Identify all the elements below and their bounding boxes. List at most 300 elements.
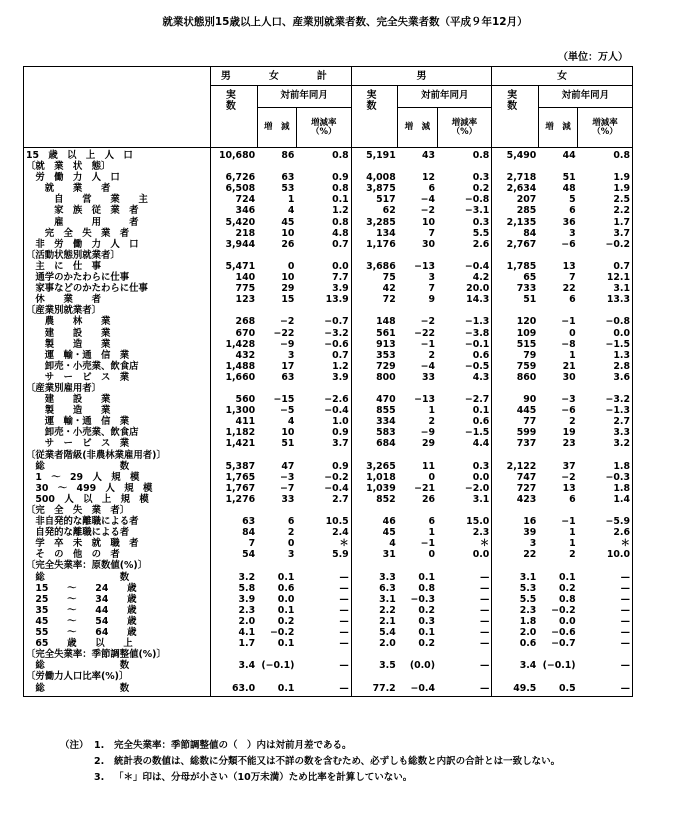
- value-cell: [211, 383, 258, 394]
- table-row: [24, 272, 633, 283]
- row-label: 農 林 業: [24, 316, 211, 327]
- value-cell: 4: [351, 538, 398, 549]
- value-cell: 20.0: [437, 283, 492, 294]
- value-cell: 77: [492, 416, 539, 427]
- value-cell: 5.8: [211, 583, 258, 594]
- value-cell: [398, 649, 437, 660]
- value-cell: 0.9: [296, 172, 351, 183]
- value-cell: −2: [280, 316, 295, 328]
- value-cell: 3,285: [351, 217, 398, 228]
- value-cell: 6,508: [211, 183, 258, 194]
- value-cell: 148: [351, 316, 398, 327]
- value-cell: [257, 649, 296, 660]
- value-cell: [578, 560, 633, 571]
- value-cell: 75: [351, 272, 398, 283]
- value-cell: 0: [287, 260, 295, 272]
- value-cell: 10.0: [578, 549, 633, 560]
- value-cell: −9: [280, 338, 295, 350]
- value-cell: —: [296, 594, 351, 605]
- value-cell: 23: [562, 438, 576, 450]
- value-cell: 0.9: [296, 461, 351, 472]
- value-cell: 0: [287, 538, 295, 550]
- value-cell: 0.9: [296, 427, 351, 438]
- value-cell: [211, 560, 258, 571]
- row-label: 〔従業者階級(非農林業雇用者)〕: [24, 450, 211, 461]
- value-cell: [211, 450, 258, 461]
- table-row: [24, 627, 633, 638]
- value-cell: 1.9: [578, 172, 633, 183]
- value-cell: −3: [561, 394, 576, 406]
- value-cell: 411: [211, 416, 258, 427]
- row-label: 労 働 力 人 口: [24, 172, 211, 183]
- value-cell: [296, 560, 351, 571]
- footnote-k: [60, 770, 94, 786]
- value-cell: [257, 161, 296, 172]
- value-cell: 84: [492, 228, 539, 239]
- value-cell: 1.3: [578, 350, 633, 361]
- value-cell: 3: [287, 549, 295, 561]
- row-label: 就 業 者: [24, 183, 211, 194]
- row-label: 自発的な離職による者: [24, 527, 211, 538]
- row-label: 学 卒 未 就 職 者: [24, 538, 211, 549]
- value-cell: 5.3: [492, 583, 539, 594]
- value-cell: 860: [492, 372, 539, 383]
- value-cell: 7: [428, 283, 435, 295]
- value-cell: [351, 671, 398, 682]
- value-cell: [351, 250, 398, 261]
- value-cell: —: [296, 572, 351, 583]
- value-cell: 13.9: [296, 294, 351, 305]
- row-label: 〔完全失業率：原数値(%)〕: [24, 560, 211, 571]
- value-cell: 2,767: [492, 239, 539, 250]
- row-label: サ ー ビ ス 業: [24, 438, 211, 449]
- value-cell: 583: [351, 427, 398, 438]
- value-cell: 51: [492, 294, 539, 305]
- value-cell: 90: [492, 394, 539, 405]
- value-cell: [351, 383, 398, 394]
- value-cell: 1,488: [211, 361, 258, 372]
- table-row: [24, 416, 633, 427]
- value-cell: 0.1: [277, 604, 295, 616]
- value-cell: 3.1: [578, 283, 633, 294]
- value-cell: 19: [562, 427, 576, 439]
- value-cell: [211, 161, 258, 172]
- value-cell: 7: [569, 272, 576, 284]
- table-title: 就業状態別15歳以上人口、産業別就業者数、完全失業者数（平成９年12月）: [162, 16, 528, 28]
- value-cell: 0.1: [559, 571, 576, 583]
- value-cell: 432: [211, 350, 258, 361]
- value-cell: 5.5: [492, 594, 539, 605]
- table-row: [24, 549, 633, 560]
- value-cell: 4.3: [437, 372, 492, 383]
- table-row: [24, 616, 633, 627]
- table-row: [24, 638, 633, 649]
- header-actual-male: 実 数: [351, 86, 398, 148]
- value-cell: 4.1: [211, 627, 258, 638]
- value-cell: 22: [492, 549, 539, 560]
- value-cell: —: [437, 638, 492, 649]
- value-cell: [351, 450, 398, 461]
- row-label: 500 人 以 上 規 模: [24, 494, 211, 505]
- row-label: 総 数: [24, 660, 211, 671]
- value-cell: [437, 450, 492, 461]
- value-cell: 45: [351, 527, 398, 538]
- table-row: [24, 538, 633, 549]
- footnote-i: 1.: [94, 740, 105, 751]
- value-cell: 724: [211, 194, 258, 205]
- value-cell: 1.8: [492, 616, 539, 627]
- value-cell: [492, 649, 539, 660]
- value-cell: 5.9: [296, 549, 351, 560]
- value-cell: —: [296, 638, 351, 649]
- footnote: [60, 754, 560, 770]
- row-label: 〔労働力人口比率(%)〕: [24, 671, 211, 682]
- value-cell: 207: [492, 194, 539, 205]
- header-change-total: 増 減: [257, 108, 296, 148]
- value-cell: —: [296, 660, 351, 671]
- value-cell: 1.7: [211, 638, 258, 649]
- value-cell: 0.3: [437, 172, 492, 183]
- row-label: 非 労 働 力 人 口: [24, 239, 211, 250]
- value-cell: 3.6: [578, 372, 633, 383]
- value-cell: —: [296, 583, 351, 594]
- value-cell: 599: [492, 427, 539, 438]
- value-cell: 3: [569, 227, 576, 239]
- table-row: [24, 283, 633, 294]
- value-cell: 2.4: [296, 527, 351, 538]
- value-cell: 2.2: [578, 205, 633, 216]
- value-cell: 5: [569, 194, 576, 206]
- value-cell: −2.6: [296, 394, 351, 405]
- value-cell: [578, 383, 633, 394]
- value-cell: −3.8: [437, 328, 492, 339]
- row-label: 製 造 業: [24, 405, 211, 416]
- value-cell: —: [437, 594, 492, 605]
- value-cell: 31: [351, 549, 398, 560]
- value-cell: 6: [569, 294, 576, 306]
- value-cell: −3: [280, 471, 295, 483]
- table-row: [24, 372, 633, 383]
- value-cell: 5,191: [351, 148, 398, 162]
- value-cell: 0.7: [296, 239, 351, 250]
- value-cell: 1.8: [578, 461, 633, 472]
- table-row: [24, 261, 633, 272]
- value-cell: −3.2: [578, 394, 633, 405]
- row-label: 25 〜 34 歳: [24, 594, 211, 605]
- value-cell: 33: [281, 493, 295, 505]
- value-cell: 3,944: [211, 239, 258, 250]
- value-cell: 0.2: [277, 615, 295, 627]
- value-cell: [296, 649, 351, 660]
- table-row: [24, 450, 633, 461]
- value-cell: [398, 250, 437, 261]
- value-cell: −0.6: [551, 627, 576, 639]
- value-cell: 2,718: [492, 172, 539, 183]
- header-label-cell: [24, 67, 211, 148]
- value-cell: 36: [562, 216, 576, 228]
- value-cell: 0.6: [492, 638, 539, 649]
- value-cell: 1,767: [211, 483, 258, 494]
- table-row: [24, 361, 633, 372]
- value-cell: 2,135: [492, 217, 539, 228]
- value-cell: [257, 450, 296, 461]
- value-cell: [398, 505, 437, 516]
- value-cell: [257, 305, 296, 316]
- value-cell: —: [437, 605, 492, 616]
- value-cell: −1: [420, 538, 435, 550]
- value-cell: 0.0: [437, 472, 492, 483]
- row-label: 通学のかたわらに仕事: [24, 272, 211, 283]
- header-group-total: 男 女 計: [211, 67, 352, 86]
- value-cell: [398, 450, 437, 461]
- value-cell: [351, 649, 398, 660]
- value-cell: 0.2: [418, 638, 435, 650]
- value-cell: 12: [421, 172, 435, 184]
- value-cell: −0.4: [296, 405, 351, 416]
- header-group-female: 女: [492, 67, 633, 86]
- value-cell: [492, 450, 539, 461]
- row-label: 1 〜 29 人 規 模: [24, 472, 211, 483]
- value-cell: 3.1: [437, 494, 492, 505]
- value-cell: 759: [492, 361, 539, 372]
- value-cell: [578, 450, 633, 461]
- value-cell: 44: [562, 150, 576, 161]
- value-cell: [257, 505, 296, 516]
- value-cell: −1.5: [578, 339, 633, 350]
- value-cell: [538, 161, 577, 172]
- value-cell: 2.6: [437, 239, 492, 250]
- value-cell: 5.4: [351, 627, 398, 638]
- value-cell: −2: [420, 205, 435, 217]
- value-cell: 63: [211, 516, 258, 527]
- value-cell: 727: [492, 483, 539, 494]
- value-cell: 334: [351, 416, 398, 427]
- value-cell: 0.1: [277, 571, 295, 583]
- value-cell: —: [437, 583, 492, 594]
- table-row: [24, 328, 633, 339]
- value-cell: 15: [281, 294, 295, 306]
- header-actual-total: 実 数: [211, 86, 258, 148]
- value-cell: 4,008: [351, 172, 398, 183]
- value-cell: −0.7: [296, 316, 351, 327]
- value-cell: 51: [281, 438, 295, 450]
- value-cell: ＊: [578, 538, 633, 549]
- value-cell: 1,785: [492, 261, 539, 272]
- table-row: [24, 660, 633, 671]
- value-cell: −1: [420, 338, 435, 350]
- value-cell: 0.7: [578, 261, 633, 272]
- value-cell: 33: [421, 371, 435, 383]
- value-cell: ＊: [296, 538, 351, 549]
- value-cell: —: [437, 683, 492, 697]
- value-cell: 0.8: [296, 148, 351, 162]
- value-cell: −4: [420, 360, 435, 372]
- value-cell: −1: [561, 516, 576, 528]
- value-cell: [437, 649, 492, 660]
- row-label: 運 輸・通 信 業: [24, 350, 211, 361]
- value-cell: 1.7: [578, 217, 633, 228]
- value-cell: 16: [492, 516, 539, 527]
- value-cell: 2.2: [351, 605, 398, 616]
- value-cell: [398, 161, 437, 172]
- value-cell: [492, 161, 539, 172]
- value-cell: 2.7: [578, 416, 633, 427]
- value-cell: 6,726: [211, 172, 258, 183]
- value-cell: 0.1: [418, 571, 435, 583]
- value-cell: −0.4: [398, 683, 437, 697]
- table-row: [24, 350, 633, 361]
- value-cell: 1,018: [351, 472, 398, 483]
- footnote-k: [60, 754, 94, 770]
- value-cell: −0.5: [437, 361, 492, 372]
- table-row: [24, 594, 633, 605]
- value-cell: 737: [492, 438, 539, 449]
- value-cell: −5.9: [578, 516, 633, 527]
- value-cell: 13.3: [578, 294, 633, 305]
- value-cell: −21: [414, 482, 435, 494]
- value-cell: [398, 671, 437, 682]
- value-cell: —: [296, 683, 351, 697]
- value-cell: 3,686: [351, 261, 398, 272]
- table-row: [24, 305, 633, 316]
- value-cell: [211, 305, 258, 316]
- value-cell: 0.8: [559, 593, 576, 605]
- value-cell: —: [578, 594, 633, 605]
- value-cell: 42: [351, 283, 398, 294]
- value-cell: 0.3: [418, 615, 435, 627]
- value-cell: 1: [569, 527, 576, 539]
- value-cell: (0.0): [409, 660, 435, 672]
- value-cell: [351, 560, 398, 571]
- value-cell: 2.1: [351, 616, 398, 627]
- value-cell: 3.3: [578, 427, 633, 438]
- value-cell: −13: [414, 394, 435, 406]
- value-cell: 1.8: [578, 483, 633, 494]
- value-cell: [492, 250, 539, 261]
- value-cell: −22: [273, 327, 295, 339]
- value-cell: 63: [281, 371, 295, 383]
- row-label: 総 数: [24, 683, 211, 697]
- value-cell: 63.0: [211, 683, 258, 697]
- table-row: [24, 671, 633, 682]
- value-cell: 10,680: [211, 148, 258, 162]
- row-label: 55 〜 64 歳: [24, 627, 211, 638]
- value-cell: 775: [211, 283, 258, 294]
- value-cell: [437, 671, 492, 682]
- value-cell: −0.4: [296, 483, 351, 494]
- value-cell: 6: [428, 183, 435, 195]
- value-cell: 6: [569, 493, 576, 505]
- value-cell: —: [578, 638, 633, 649]
- table-row: [24, 250, 633, 261]
- value-cell: [578, 305, 633, 316]
- value-cell: [492, 383, 539, 394]
- table-row: [24, 148, 633, 162]
- value-cell: 0.2: [559, 582, 576, 594]
- value-cell: −2: [561, 471, 576, 483]
- value-cell: 3.3: [351, 572, 398, 583]
- value-cell: 2: [287, 527, 295, 539]
- table-row: [24, 316, 633, 327]
- value-cell: 4.2: [437, 272, 492, 283]
- value-cell: [538, 560, 577, 571]
- value-cell: [492, 305, 539, 316]
- table-row: [24, 583, 633, 594]
- value-cell: 13: [562, 482, 576, 494]
- header-rate-female: 増減率 （%）: [578, 108, 633, 148]
- value-cell: 0.8: [296, 217, 351, 228]
- value-cell: 2: [569, 416, 576, 428]
- value-cell: 268: [211, 316, 258, 327]
- row-label: 〔産業別就業者〕: [24, 305, 211, 316]
- value-cell: −0.2: [269, 627, 295, 639]
- value-cell: 560: [211, 394, 258, 405]
- value-cell: 26: [281, 238, 295, 250]
- value-cell: 5,387: [211, 461, 258, 472]
- value-cell: 4.8: [296, 228, 351, 239]
- value-cell: [296, 383, 351, 394]
- row-label: 〔完全失業率：季節調整値(%)〕: [24, 649, 211, 660]
- value-cell: −3.2: [296, 328, 351, 339]
- value-cell: [351, 305, 398, 316]
- value-cell: —: [578, 572, 633, 583]
- value-cell: 3.9: [296, 372, 351, 383]
- value-cell: 3.7: [578, 228, 633, 239]
- value-cell: 913: [351, 339, 398, 350]
- row-label: 雇 用 者: [24, 217, 211, 228]
- table-row: [24, 394, 633, 405]
- value-cell: 0.1: [418, 627, 435, 639]
- value-cell: —: [578, 605, 633, 616]
- row-label: 45 〜 54 歳: [24, 616, 211, 627]
- value-cell: 0.8: [437, 148, 492, 162]
- value-cell: 353: [351, 350, 398, 361]
- value-cell: −0.2: [551, 604, 576, 616]
- row-label: 卸売・小売業、飲食店: [24, 427, 211, 438]
- row-label: 〔就 業 状 態〕: [24, 161, 211, 172]
- header-change-female: 増 減: [538, 108, 577, 148]
- row-label: 製 造 業: [24, 339, 211, 350]
- table-row: [24, 339, 633, 350]
- value-cell: 2.0: [211, 616, 258, 627]
- value-cell: −5: [280, 405, 295, 417]
- value-cell: 2.7: [296, 494, 351, 505]
- table-row: [24, 194, 633, 205]
- value-cell: [437, 505, 492, 516]
- value-cell: 0.2: [437, 183, 492, 194]
- value-cell: 4.4: [437, 438, 492, 449]
- header-group-male: 男: [351, 67, 492, 86]
- value-cell: 0.6: [437, 416, 492, 427]
- value-cell: 6: [428, 516, 435, 528]
- value-cell: −0.8: [578, 316, 633, 327]
- row-label: 〔産業別雇用者〕: [24, 383, 211, 394]
- value-cell: 2.3: [211, 605, 258, 616]
- value-cell: 1,428: [211, 339, 258, 350]
- value-cell: —: [437, 616, 492, 627]
- table-row: [24, 527, 633, 538]
- value-cell: [398, 560, 437, 571]
- table-row: [24, 472, 633, 483]
- value-cell: −6: [561, 405, 576, 417]
- row-label: サ ー ビ ス 業: [24, 372, 211, 383]
- value-cell: −13: [414, 260, 435, 272]
- value-cell: 0.1: [257, 683, 296, 697]
- value-cell: 3.2: [211, 572, 258, 583]
- value-cell: 1: [428, 527, 435, 539]
- value-cell: [296, 250, 351, 261]
- row-label: 完 全 失 業 者: [24, 228, 211, 239]
